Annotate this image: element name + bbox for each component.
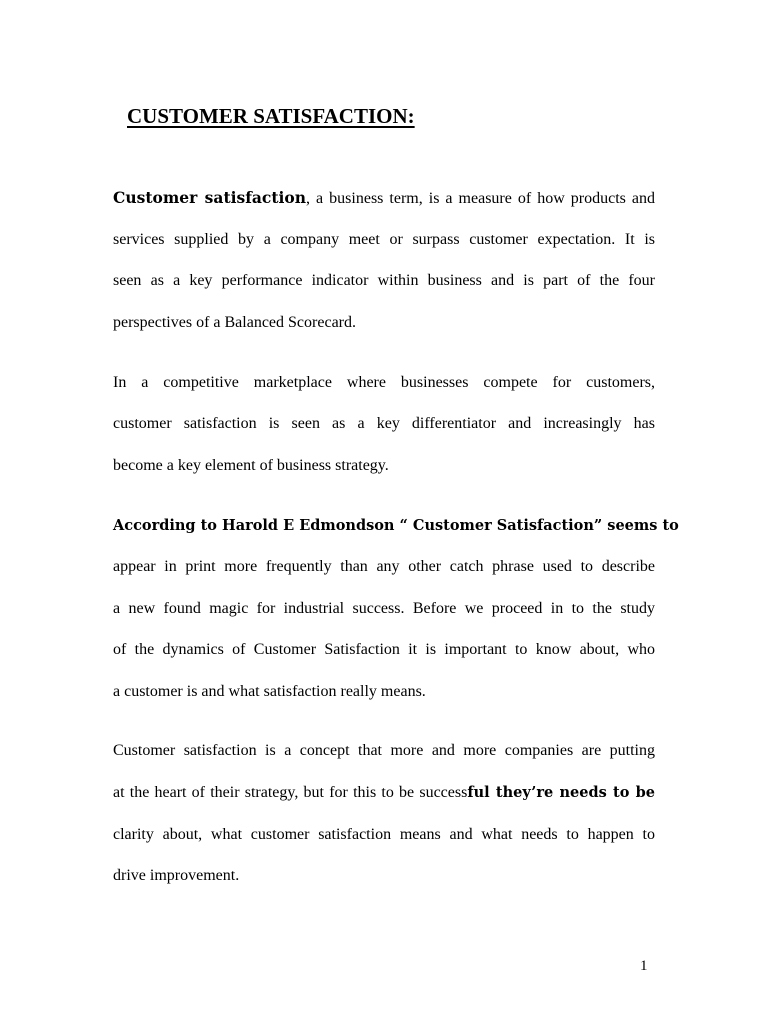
paragraph-4-line-4: drive improvement. (113, 867, 240, 884)
paragraph-3-line-3: a new found magic for industrial success. Before we proceed in to the study (113, 600, 655, 617)
paragraph-2-line-1: In a competitive marketplace where businesses compete for customers, (113, 374, 655, 391)
paragraph-4-line-2 (113, 783, 655, 803)
paragraph-4-line-2-bold: ful they’re needs to be (467, 784, 656, 801)
paragraph-2-line-3: become a key element of business strategy. (113, 457, 389, 474)
paragraph-3-line-2: appear in print more frequently than any other catch phrase used to describe (113, 558, 655, 575)
paragraph-1-line-4: perspectives of a Balanced Scorecard. (113, 314, 356, 331)
paragraph-4-line-3: clarity about, what customer satisfaction means and what needs to happen to (113, 826, 655, 843)
paragraph-1-line-3: seen as a key performance indicator within business and is part of the four (113, 272, 655, 289)
paragraph-4-line-2-text: at the heart of their strategy, but for this to be success (113, 784, 468, 801)
paragraph-1-line-2: services supplied by a company meet or surpass customer expectation. It is (113, 231, 655, 248)
paragraph-4-line-1: Customer satisfaction is a concept that more and more companies are putting (113, 742, 655, 759)
page-number: 1 (640, 958, 648, 974)
paragraph-1-line-1-text: , a business term, is a measure of how products and (306, 190, 655, 207)
page-title: CUSTOMER SATISFACTION: (127, 104, 415, 128)
paragraph-3-line-1: According to Harold E Edmondson “ Customer Satisfaction” seems to (113, 517, 679, 534)
paragraph-3-line-5: a customer is and what satisfaction really means. (113, 683, 426, 700)
paragraph-3-line-4: of the dynamics of Customer Satisfaction it is important to know about, who (113, 641, 655, 658)
bold-term: Customer satisfaction (113, 188, 307, 207)
paragraph-1-line-1 (113, 188, 655, 209)
paragraph-2-line-2: customer satisfaction is seen as a key differentiator and increasingly has (113, 415, 655, 432)
